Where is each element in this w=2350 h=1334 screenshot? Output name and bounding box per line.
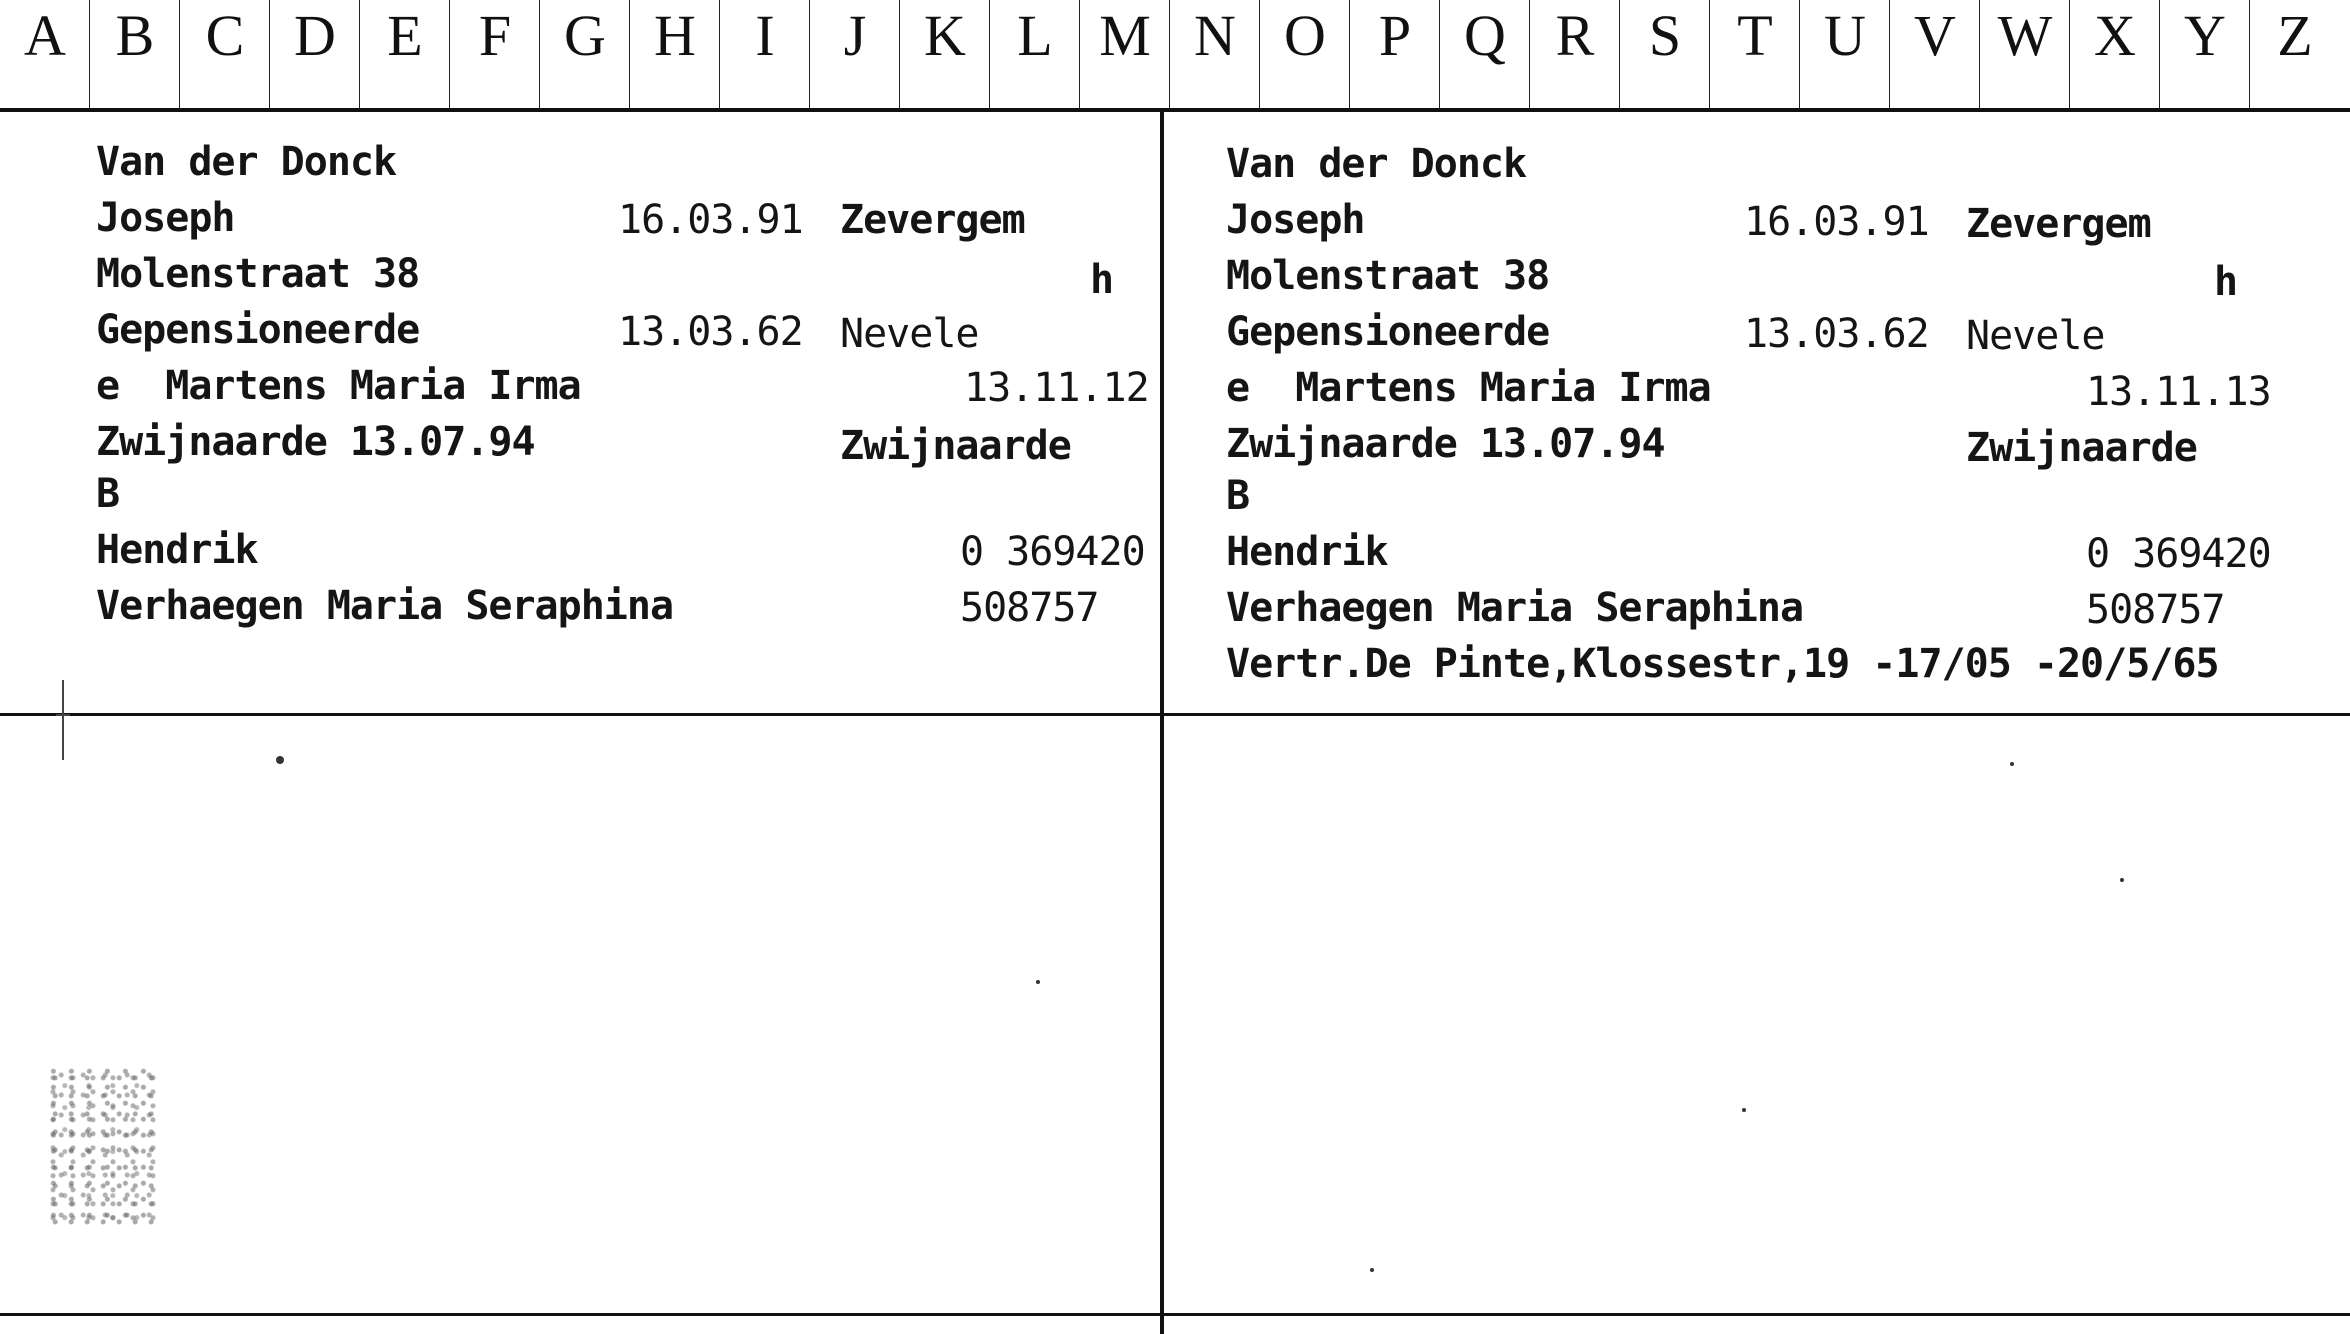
alphabet-letter-w: W <box>1980 0 2070 108</box>
alphabet-letter-a: A <box>0 0 90 108</box>
card-place-2: Nevele <box>840 311 979 357</box>
alphabet-letter-v: V <box>1890 0 1980 108</box>
card-occupation: Gepensioneerde <box>1226 309 1550 355</box>
alphabet-letter-m: M <box>1080 0 1170 108</box>
card-place-2: Nevele <box>1966 313 2105 359</box>
card-note: Vertr.De Pinte,Klossestr,19 -17/05 -20/5/65 <box>1226 641 2219 687</box>
alphabet-letter-y: Y <box>2160 0 2250 108</box>
alphabet-letter-l: L <box>990 0 1080 108</box>
card-father: Hendrik <box>1226 529 1388 575</box>
scan-speck <box>1036 980 1040 984</box>
alphabet-letter-j: J <box>810 0 900 108</box>
alphabet-letter-b: B <box>90 0 180 108</box>
card-birth-date: 16.03.91 <box>1744 199 1929 245</box>
card-surname: Van der Donck <box>1226 141 1527 187</box>
alphabet-letter-u: U <box>1800 0 1890 108</box>
card-occupation: Gepensioneerde <box>96 307 420 353</box>
scan-speck <box>276 756 284 764</box>
alphabet-letter-i: I <box>720 0 810 108</box>
card-marriage-place-2: Zwijnaarde <box>840 423 1071 469</box>
registry-card-right <box>1164 112 2324 712</box>
scan-cross-mark <box>56 680 70 760</box>
card-letter-b: B <box>1226 473 1250 519</box>
alphabet-letter-p: P <box>1350 0 1440 108</box>
card-address: Molenstraat 38 <box>1226 253 1550 299</box>
alphabet-letter-f: F <box>450 0 540 108</box>
card-address: Molenstraat 38 <box>96 251 420 297</box>
card-birth-date: 16.03.91 <box>618 197 803 243</box>
card-date-2: 13.03.62 <box>618 309 803 355</box>
scan-speck <box>1370 1268 1374 1272</box>
alphabet-letter-q: Q <box>1440 0 1530 108</box>
alphabet-letter-r: R <box>1530 0 1620 108</box>
card-marriage-place-date: Zwijnaarde 13.07.94 <box>96 419 535 465</box>
card-number-2: 508757 <box>960 585 1099 631</box>
alphabet-letter-e: E <box>360 0 450 108</box>
card-first-name: Joseph <box>96 195 235 241</box>
card-letter-b: B <box>96 471 120 517</box>
scan-smudge <box>48 1068 158 1228</box>
card-birth-place: Zevergem <box>1966 201 2151 247</box>
scan-speck <box>2010 762 2014 766</box>
alphabet-letter-c: C <box>180 0 270 108</box>
card-number-1: 0 369420 <box>960 529 1145 575</box>
card-marriage-place-date: Zwijnaarde 13.07.94 <box>1226 421 1665 467</box>
card-spouse: e Martens Maria Irma <box>1226 365 1711 411</box>
card-divider-horizontal-top <box>0 713 2350 716</box>
alphabet-letter-n: N <box>1170 0 1260 108</box>
card-birth-place: Zevergem <box>840 197 1025 243</box>
card-surname: Van der Donck <box>96 139 397 185</box>
alphabet-index-strip <box>0 0 2350 112</box>
registry-card-left <box>0 112 1160 712</box>
card-father: Hendrik <box>96 527 258 573</box>
card-divider-horizontal-bottom <box>0 1313 2350 1316</box>
card-spouse-date: 13.11.13 <box>2086 369 2271 415</box>
scan-speck <box>1742 1108 1746 1112</box>
card-number-2: 508757 <box>2086 587 2225 633</box>
alphabet-letter-g: G <box>540 0 630 108</box>
alphabet-letter-t: T <box>1710 0 1800 108</box>
alphabet-letter-h: H <box>630 0 720 108</box>
alphabet-letter-d: D <box>270 0 360 108</box>
alphabet-letter-o: O <box>1260 0 1350 108</box>
card-mother: Verhaegen Maria Seraphina <box>96 583 674 629</box>
card-first-name: Joseph <box>1226 197 1365 243</box>
card-number-1: 0 369420 <box>2086 531 2271 577</box>
alphabet-letter-z: Z <box>2277 3 2313 68</box>
card-marriage-place-2: Zwijnaarde <box>1966 425 2197 471</box>
alphabet-letter-x: X <box>2070 0 2160 108</box>
card-date-2: 13.03.62 <box>1744 311 1929 357</box>
card-code-h: h <box>2214 259 2238 305</box>
card-mother: Verhaegen Maria Seraphina <box>1226 585 1804 631</box>
card-code-h: h <box>1090 257 1114 303</box>
alphabet-letter-s: S <box>1620 0 1710 108</box>
scan-speck <box>2120 878 2124 882</box>
alphabet-letter-k: K <box>900 0 990 108</box>
card-spouse: e Martens Maria Irma <box>96 363 581 409</box>
card-spouse-date: 13.11.12 <box>964 365 1149 411</box>
